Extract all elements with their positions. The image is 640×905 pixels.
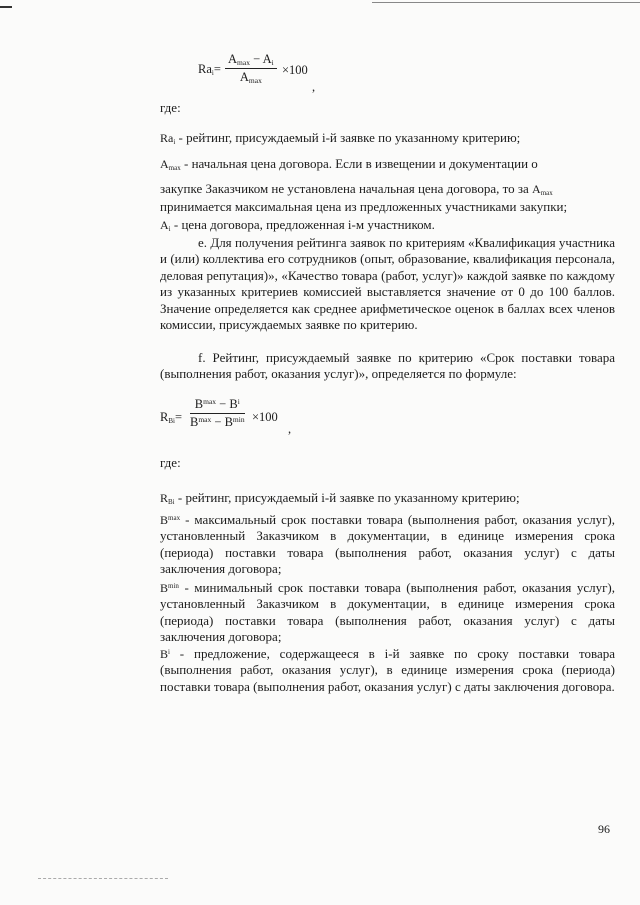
def-bi: $B^i$ - предложение, содержащееся в i-й заявке по сроку поставки товара (выполнения работ, оказания услуг), в единице измерения срока (периода) поставки товара (выполнения работ, оказания услуг) с даты заключения договора.: [160, 646, 615, 694]
formula1-lhs: $Ra_i=$: [198, 62, 221, 77]
def-amax: $A_{max}$ - начальная цена договора. Если в извещении и документации о: [160, 156, 538, 172]
formula2-fraction: $B^{max} - B^i$ $B^{max} - B^{min}$: [190, 397, 245, 429]
page-number: 96: [598, 822, 610, 836]
formula1-comma: ,: [312, 80, 316, 94]
def-ai: $A_i$ - цена договора, предложенная i-м участником.: [160, 217, 435, 233]
formula2-comma: ,: [288, 422, 292, 436]
formula1-fraction: $A_{max} - A_i$ $A_{max}$: [225, 52, 277, 85]
def-bmin: $B^{min}$ - минимальный срок поставки товара (выполнения работ, оказания услуг), установленный Заказчиком в документации, в единице измерения срока (периода) поставки товара (выполнения работ, оказания услуг) с даты заключения договора;: [160, 580, 615, 645]
where-label-1: где:: [160, 100, 181, 115]
formula2-multiplier: ×100: [252, 410, 278, 424]
def-rai: $Ra_i$ - рейтинг, присуждаемый i-й заявке по указанному критерию;: [160, 130, 521, 146]
paragraph-f: f. Рейтинг, присуждаемый заявке по критерию «Срок поставки товара (выполнения работ, оказания услуг)», определяется по формуле:: [160, 350, 615, 382]
scan-mark-left: [0, 6, 12, 8]
formula2-lhs: $R_{Bi}=$: [160, 410, 183, 425]
scan-mark-top-right: [372, 2, 640, 3]
paragraph-e: e. Для получения рейтинга заявок по критериям «Квалификация участника и (или) коллектива его сотрудников (опыт, образование, квалификация персонала, деловая репутация)», «Качество товара (работ, услуг)» каждой заявке по каждому из указанных критериев комиссией выставляется значение от 0 до 100 баллов. Значение определяется как среднее арифметическое оценок в баллах всех членов комиссии, присуждаемых заявке по критерию.: [160, 235, 615, 333]
scan-mark-bottom: [38, 878, 168, 879]
def-amax-line3: принимается максимальная цена из предложенных участниками закупки;: [160, 199, 568, 214]
def-amax-line2: закупке Заказчиком не установлена начальная цена договора, то за $A_{max}$: [160, 181, 553, 197]
where-label-2: где:: [160, 455, 181, 470]
formula1-multiplier: ×100: [282, 63, 308, 77]
def-bmax: $B^{max}$ - максимальный срок поставки товара (выполнения работ, оказания услуг), установленный Заказчиком в документации, в единице измерения срока (периода) поставки товара (выполнения работ, оказания услуг) с даты заключения договора;: [160, 512, 615, 577]
def-rbi: $R_{Bi}$ - рейтинг, присуждаемый i-й заявке по указанному критерию;: [160, 490, 520, 506]
